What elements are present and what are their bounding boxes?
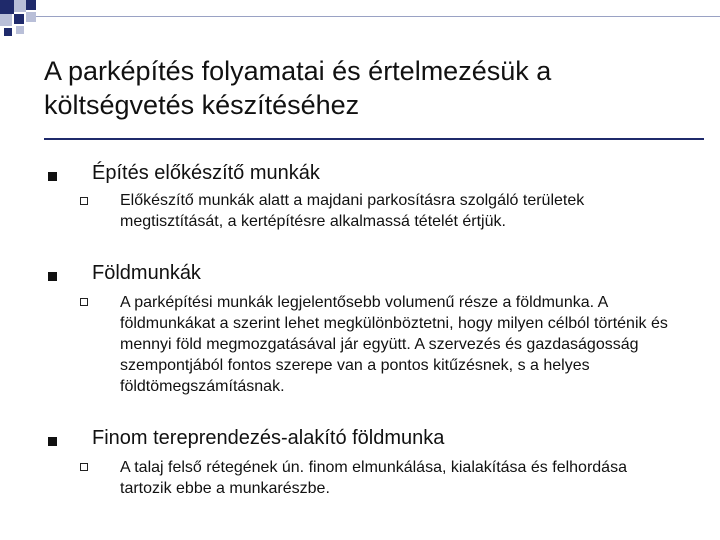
section-text: A talaj felső rétegének ún. finom elmunkálása, kialakítása és felhordása tartozik ebbe a munkarészbe. <box>120 459 627 497</box>
section-heading: Finom tereprendezés-alakító földmunka <box>92 427 445 449</box>
section-heading: Építés előkészítő munkák <box>92 162 320 184</box>
square-bullet-icon <box>48 437 57 446</box>
square-bullet-icon <box>48 172 57 181</box>
hollow-square-bullet-icon <box>80 197 88 205</box>
section-text: Előkészítő munkák alatt a majdani parkosításra szolgáló területek megtisztítását, a kertépítésre alkalmassá tételét értjük. <box>120 192 585 230</box>
page-title: A parképítés folyamatai és értelmezésük a költségvetés készítéséhez <box>44 56 552 120</box>
hollow-square-bullet-icon <box>80 298 88 306</box>
square-bullet-icon <box>48 272 57 281</box>
section-heading: Földmunkák <box>92 262 201 284</box>
hollow-square-bullet-icon <box>80 463 88 471</box>
section-text: A parképítési munkák legjelentősebb volumenű része a földmunka. A földmunkákat a szerint lehet megkülönböztetni, hogy milyen célból történik és mennyi föld megmozgatásával jár együtt. A szervezés és gazdaságosság szempontjából fontos szerepe van a pontos kitűzésnek, s a helyes földtömegszámításnak. <box>120 294 668 395</box>
